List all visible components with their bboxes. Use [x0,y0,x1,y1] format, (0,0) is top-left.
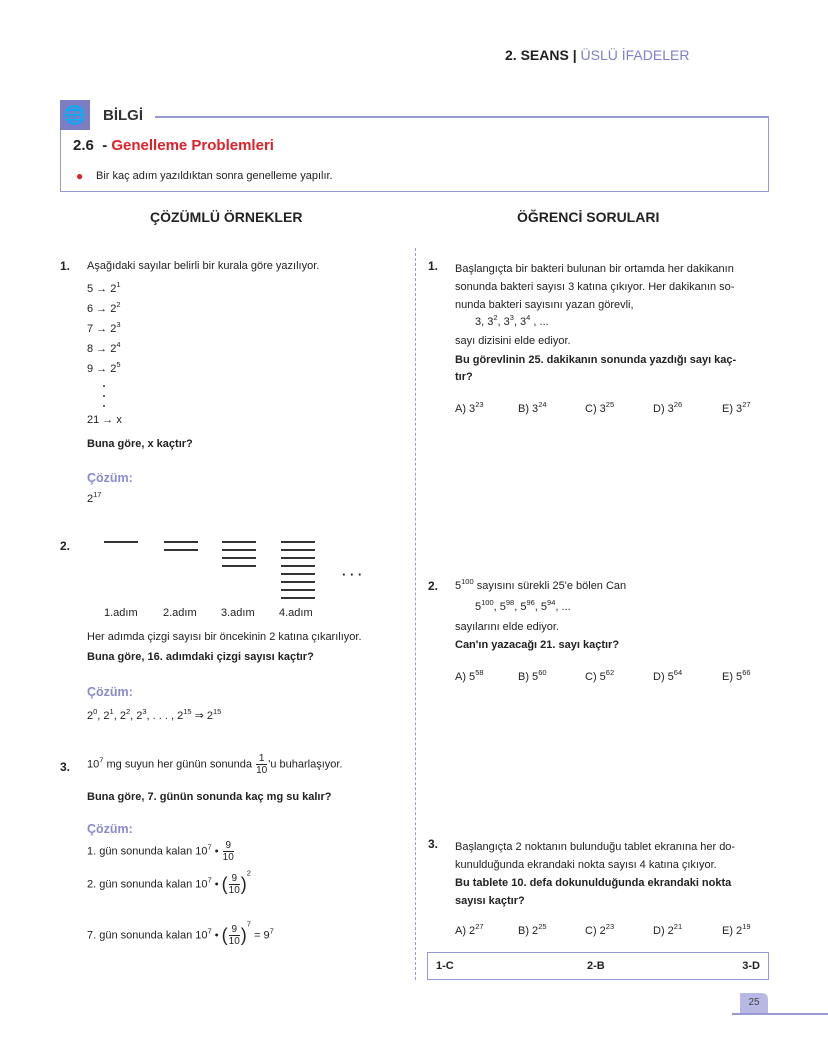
solution-line: 1. gün sonunda kalan $10^7$ • $\frac{9}{10}$ [87,840,234,863]
info-label: BİLGİ [103,107,143,124]
question-number: 3. [428,837,439,851]
section-heading [73,137,274,154]
sequence-last: 21 → x [87,414,122,426]
question-prompt: Buna göre, x kaçtır? [87,438,193,450]
answer-key-item: 1-C [436,960,454,972]
solution-label: Çözüm: [87,471,133,485]
question-prompt: Buna göre, 16. adımdaki çizgi sayısı kaçtır? [87,651,314,663]
question-number: 3. [60,760,71,774]
question-number: 1. [60,259,71,273]
question-text: Başlangıçta 2 noktanın bulunduğu tablet ekranına her do- kunulduğunda ekrandaki nokta sayısı 4 katına çıkıyor. [455,841,736,871]
solution-line: 7. gün sonunda kalan $10^7$ • ( $\frac{9}{10}$ )$^7 = 9^7$ [87,919,274,947]
step-label: 2.adım [163,607,197,619]
bullet-icon: ● [76,169,84,183]
sequence: $5^{100}$, $5^{98}$, $5^{96}$, $5^{94}$, ... [475,598,571,613]
option-d[interactable]: D) $5^{64}$ [653,668,683,683]
answer-key-item: 3-D [742,960,760,972]
column-divider [415,248,416,980]
option-e[interactable]: E) $5^{66}$ [722,668,751,683]
answer-key-box [427,952,769,980]
question-prompt: Bu tablete 10. defa dokunulduğunda ekrandaki nokta sayısı kaçtır? [455,877,732,907]
option-a[interactable]: A) $5^{58}$ [455,668,484,683]
option-b[interactable]: B) $5^{60}$ [518,668,547,683]
solution-label: Çözüm: [87,685,133,699]
question-number: 2. [428,579,439,593]
step-label: 4.adım [279,607,313,619]
info-bullet-text: Bir kaç adım yazıldıktan sonra genelleme yapılır. [96,170,333,182]
option-c[interactable]: C) $5^{62}$ [585,668,615,683]
question-number: 2. [60,539,71,553]
solution-label: Çözüm: [87,822,133,836]
sequence-list: $5 \to 2^1$ $6 \to 2^2$ $7 \to 2^3$ $8 \to 2^4$ $9 \to 2^5$ [87,280,121,375]
option-e[interactable]: E) $3^{27}$ [722,400,751,415]
right-column-title: ÖĞRENCİ SORULARI [517,209,660,225]
page-number: 25 [740,993,768,1013]
sequence: 3, $3^2$, $3^3$, $3^4$ , ... [475,313,549,328]
option-a[interactable]: A) $3^{23}$ [455,400,484,415]
solution-answer: $2^{17}$ [87,490,102,505]
option-d[interactable]: D) $3^{26}$ [653,400,683,415]
globe-hand-icon: 🌐 [60,100,90,130]
question-text: Başlangıçta bir bakteri bulunan bir ortamda her dakikanın sonunda bakteri sayısı 3 katına çıkıyor. Her dakikanın so- nunda bakteri sayısını yazan görevli, [455,263,735,311]
page-header [505,47,689,63]
question-text: Aşağıdaki sayılar belirli bir kurala göre yazılıyor. [87,260,320,272]
topic-label: ÜSLÜ İFADELER [580,47,690,63]
option-a[interactable]: A) $2^{27}$ [455,922,484,937]
question-text: $5^{100}$ sayısını sürekli 25'e bölen Can [455,577,627,592]
solution-line: 2. gün sonunda kalan $10^7$ • ( $\frac{9}{10}$ )$^2$ [87,868,251,896]
option-b[interactable]: B) $3^{24}$ [518,400,547,415]
question-prompt: Buna göre, 7. günün sonunda kaç mg su kalır? [87,791,332,803]
answer-key-item: 2-B [587,960,605,972]
session-label: 2. SEANS [505,47,569,63]
dash: - [102,137,108,154]
footer-line [732,1013,828,1015]
option-b[interactable]: B) $2^{25}$ [518,922,547,937]
question-prompt: Bu görevlinin 25. dakikanın sonunda yazdığı sayı kaç- tır? [455,354,737,383]
question-text: Her adımda çizgi sayısı bir öncekinin 2 katına çıkarılıyor. [87,631,362,643]
step-label: 1.adım [104,607,138,619]
question-number: 1. [428,259,439,273]
solution-answer: $2^0$, $2^1$, $2^2$, $2^3$, . . . , $2^{15}$ ⇒ $2^{15}$ [87,707,222,722]
separator: | [572,47,577,63]
section-number: 2.6 [73,137,94,154]
ellipsis: · · · [342,567,363,582]
option-c[interactable]: C) $2^{23}$ [585,922,615,937]
option-d[interactable]: D) $2^{21}$ [653,922,683,937]
question-text: $10^7$ mg suyun her günün sonunda $\frac{1}{10}$ 'u buharlaşıyor. [87,753,343,776]
question-text: sayı dizisini elde ediyor. [455,335,571,347]
option-e[interactable]: E) $2^{19}$ [722,922,751,937]
question-text: sayılarını elde ediyor. [455,621,559,633]
info-divider [155,116,768,118]
left-column-title: ÇÖZÜMLÜ ÖRNEKLER [150,209,303,225]
option-c[interactable]: C) $3^{25}$ [585,400,615,415]
section-title: Genelleme Problemleri [111,137,274,154]
question-prompt: Can'ın yazacağı 21. sayı kaçtır? [455,639,620,651]
step-label: 3.adım [221,607,255,619]
